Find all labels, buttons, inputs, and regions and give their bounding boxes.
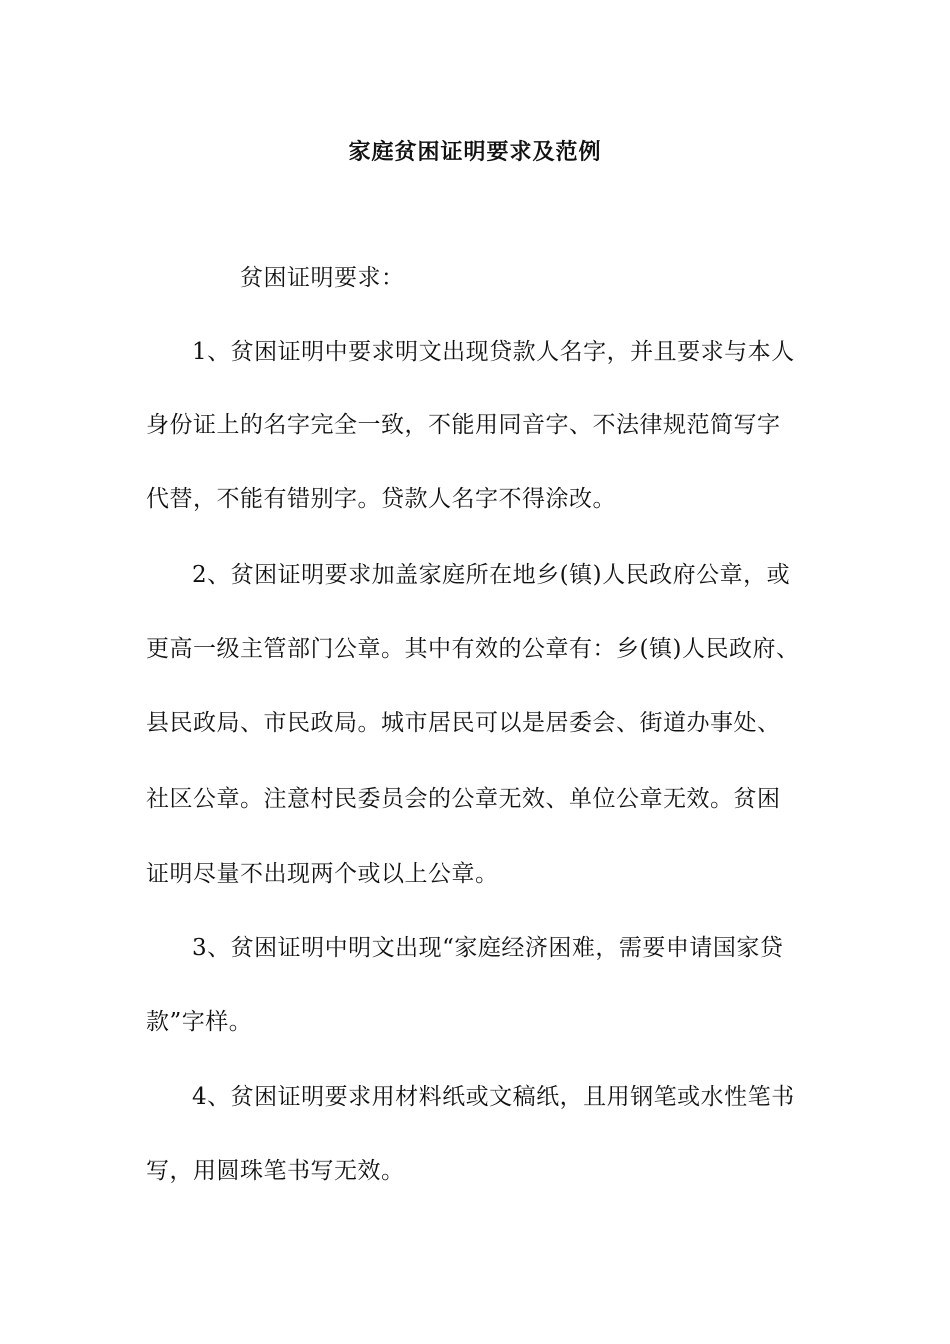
section-heading: 贫困证明要求： — [240, 265, 405, 291]
paragraph-line: 身份证上的名字完全一致，不能用同音字、不法律规范简写字 — [146, 412, 781, 438]
paragraph-line: 3、贫困证明中明文出现“家庭经济困难，需要申请国家贷 — [192, 935, 784, 961]
paragraph-line: 代替，不能有错别字。贷款人名字不得涂改。 — [146, 486, 616, 512]
paragraph-line: 2、贫困证明要求加盖家庭所在地乡(镇)人民政府公章，或 — [192, 562, 791, 588]
paragraph-line: 4、贫困证明要求用材料纸或文稿纸，且用钢笔或水性笔书 — [192, 1084, 795, 1110]
paragraph-line: 1、贫困证明中要求明文出现贷款人名字，并且要求与本人 — [192, 339, 795, 365]
paragraph-line: 社区公章。注意村民委员会的公章无效、单位公章无效。贫困 — [146, 786, 781, 812]
paragraph-line: 县民政局、市民政局。城市居民可以是居委会、街道办事处、 — [146, 710, 781, 736]
paragraph-line: 更高一级主管部门公章。其中有效的公章有：乡(镇)人民政府、 — [146, 636, 800, 662]
paragraph-line: 款”字样。 — [146, 1009, 253, 1035]
paragraph-line: 证明尽量不出现两个或以上公章。 — [146, 861, 499, 887]
paragraph-line: 写，用圆珠笔书写无效。 — [146, 1158, 405, 1184]
document-title: 家庭贫困证明要求及范例 — [348, 139, 602, 165]
